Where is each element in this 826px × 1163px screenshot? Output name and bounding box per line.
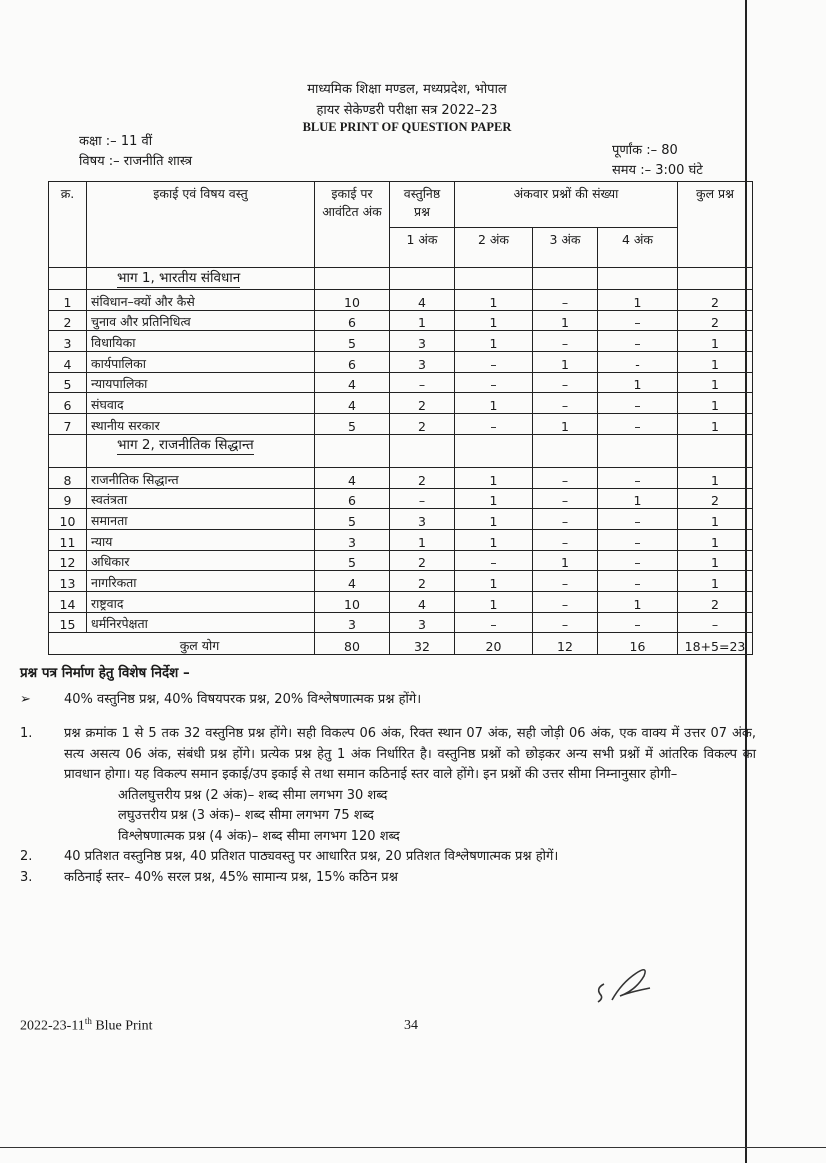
count-2-mark: 1 [455,529,533,550]
count-2-mark: 1 [455,591,533,612]
objective-1-mark: 3 [390,352,455,373]
count-2-mark: 1 [455,310,533,331]
count-3-mark: – [533,591,598,612]
total-questions: 18+5=23 [678,633,753,655]
header-alloc-marks: इकाई पर आवंटित अंक [315,182,390,268]
count-3-mark: – [533,612,598,633]
section-title: भाग 2, राजनीतिक सिद्धान्त [87,434,315,467]
unit-name: संघवाद [87,393,315,414]
count-4-mark: – [598,529,678,550]
header-markwise: अंकवार प्रश्नों की संख्या [455,182,678,228]
alloc-marks: 5 [315,550,390,571]
bullet-text: 40% वस्तुनिष्ठ प्रश्न, 40% विषयपरक प्रश्न, 20% विश्लेषणात्मक प्रश्न होंगे। [64,691,422,707]
objective-1-mark: – [390,372,455,393]
instruction-3 [20,868,756,889]
objective-1-mark: 3 [390,509,455,530]
section-empty-cell [678,268,753,290]
unit-no: 14 [49,591,87,612]
header-sno: क्र. [49,182,87,268]
class-label: कक्षा :– 11 वीं [79,134,153,149]
count-2-mark: – [455,550,533,571]
blueprint-table [48,181,753,655]
total-questions: – [678,612,753,633]
objective-1-mark: 2 [390,393,455,414]
section-empty-cell [49,434,87,467]
instruction-number: 3. [20,869,33,885]
count-3-mark: – [533,290,598,311]
exam-session: हायर सेकेण्डरी परीक्षा सत्र 2022–23 [316,103,498,118]
unit-no: 10 [49,509,87,530]
total-label: कुल योग [49,633,315,655]
unit-name: न्याय [87,529,315,550]
unit-name: अधिकार [87,550,315,571]
count-4-mark: – [598,393,678,414]
unit-name: धर्मनिरपेक्षता [87,612,315,633]
section-empty-cell [49,268,87,290]
table-row [49,290,753,311]
alloc-marks: 4 [315,467,390,488]
unit-name: न्यायपालिका [87,372,315,393]
unit-no: 9 [49,488,87,509]
table-row [49,467,753,488]
total-alloc-marks: 80 [315,633,390,655]
section-empty-cell [455,434,533,467]
count-3-mark: – [533,509,598,530]
table-row [49,550,753,571]
objective-1-mark: 1 [390,310,455,331]
signature [592,962,662,1012]
objective-1-mark: 1 [390,529,455,550]
count-3-mark: – [533,467,598,488]
total-questions: 2 [678,310,753,331]
total-questions: 1 [678,509,753,530]
count-3-mark: 1 [533,414,598,435]
table-row [49,414,753,435]
instruction-bullet [20,690,756,711]
count-2-mark: 1 [455,467,533,488]
unit-name: समानता [87,509,315,530]
unit-name: विधायिका [87,331,315,352]
max-marks-label: पूर्णांक :– 80 [612,143,678,158]
alloc-marks: 4 [315,393,390,414]
section-empty-cell [315,434,390,467]
total-4-mark: 16 [598,633,678,655]
count-2-mark: 1 [455,571,533,592]
bullet-arrow-icon: ➢ [20,691,31,707]
count-3-mark: 1 [533,550,598,571]
count-3-mark: – [533,331,598,352]
count-3-mark: – [533,488,598,509]
instruction-number: 1. [20,726,33,741]
count-2-mark: 1 [455,290,533,311]
objective-1-mark: 4 [390,290,455,311]
count-2-mark: – [455,414,533,435]
table-row [49,488,753,509]
total-questions: 1 [678,550,753,571]
section-empty-cell [533,434,598,467]
table-row [49,571,753,592]
header-2-mark: 2 अंक [455,228,533,268]
total-3-mark: 12 [533,633,598,655]
objective-1-mark: 2 [390,550,455,571]
word-limit-1: अतिलघुत्तरीय प्रश्न (2 अंक)– शब्द सीमा लगभग 30 शब्द [118,787,388,803]
unit-name: संविधान–क्यों और कैसे [87,290,315,311]
instructions-title: प्रश्न पत्र निर्माण हेतु विशेष निर्देश – [20,665,190,681]
unit-no: 6 [49,393,87,414]
alloc-marks: 6 [315,488,390,509]
table-row [49,591,753,612]
count-2-mark: – [455,352,533,373]
total-questions: 2 [678,488,753,509]
alloc-marks: 5 [315,331,390,352]
count-3-mark: 1 [533,352,598,373]
unit-no: 7 [49,414,87,435]
unit-name: चुनाव और प्रतिनिधित्व [87,310,315,331]
count-4-mark: – [598,467,678,488]
total-questions: 1 [678,467,753,488]
alloc-marks: 5 [315,509,390,530]
total-row [49,633,753,655]
instruction-number: 2. [20,849,33,864]
header-unit: इकाई एवं विषय वस्तु [87,182,315,268]
count-2-mark: 1 [455,331,533,352]
unit-no: 1 [49,290,87,311]
count-4-mark: - [598,352,678,373]
section-empty-cell [598,434,678,467]
unit-name: कार्यपालिका [87,352,315,373]
table-row [49,372,753,393]
objective-1-mark: – [390,488,455,509]
table-row [49,393,753,414]
count-4-mark: 1 [598,290,678,311]
count-3-mark: – [533,393,598,414]
unit-name: स्वतंत्रता [87,488,315,509]
count-3-mark: – [533,372,598,393]
section-empty-cell [390,434,455,467]
count-4-mark: – [598,310,678,331]
count-2-mark: 1 [455,393,533,414]
header-4-mark: 4 अंक [598,228,678,268]
total-2-mark: 20 [455,633,533,655]
alloc-marks: 4 [315,372,390,393]
unit-no: 4 [49,352,87,373]
section-row-part2 [49,434,753,467]
total-questions: 1 [678,331,753,352]
count-3-mark: – [533,571,598,592]
board-name: माध्यमिक शिक्षा मण्डल, मध्यप्रदेश, भोपाल [307,82,507,97]
total-questions: 1 [678,529,753,550]
unit-name: स्थानीय सरकार [87,414,315,435]
section-empty-cell [455,268,533,290]
alloc-marks: 6 [315,310,390,331]
table-row [49,529,753,550]
objective-1-mark: 4 [390,591,455,612]
count-3-mark: 1 [533,310,598,331]
special-instructions [20,663,756,888]
count-2-mark: – [455,372,533,393]
alloc-marks: 4 [315,571,390,592]
total-questions: 1 [678,372,753,393]
instruction-text: 40 प्रतिशत वस्तुनिष्ठ प्रश्न, 40 प्रतिशत पाठ्यवस्तु पर आधारित प्रश्न, 20 प्रतिशत विश्लेषणात्मक प्रश्न होगें। [64,849,559,864]
count-4-mark: 1 [598,372,678,393]
unit-no: 11 [49,529,87,550]
table-row [49,509,753,530]
page-bottom-line [0,1147,826,1148]
count-4-mark: 1 [598,591,678,612]
table-row [49,310,753,331]
alloc-marks: 5 [315,414,390,435]
document-title: BLUE PRINT OF QUESTION PAPER [302,120,512,134]
time-label: समय :– 3:00 घंटे [612,163,703,178]
count-4-mark: – [598,612,678,633]
unit-name: राष्ट्रवाद [87,591,315,612]
alloc-marks: 3 [315,529,390,550]
header-1-mark: 1 अंक [390,228,455,268]
section-title: भाग 1, भारतीय संविधान [87,268,315,290]
instruction-text: कठिनाई स्तर– 40% सरल प्रश्न, 45% सामान्य प्रश्न, 15% कठिन प्रश्न [64,869,398,885]
section-row-part1 [49,268,753,290]
instruction-2 [20,847,756,868]
section-empty-cell [533,268,598,290]
unit-name: राजनीतिक सिद्धान्त [87,467,315,488]
count-4-mark: – [598,331,678,352]
objective-1-mark: 2 [390,571,455,592]
footer-doc-id: 2022-23-11th Blue Print [20,1016,153,1034]
count-4-mark: – [598,571,678,592]
table-row [49,331,753,352]
page-number: 34 [404,1018,418,1033]
unit-name: नागरिकता [87,571,315,592]
instruction-text: प्रश्न क्रमांक 1 से 5 तक 32 वस्तुनिष्ठ प्रश्न होंगे। सही विकल्प 06 अंक, रिक्त स्थान 07 अंक, सही जोड़ी 06 अंक, एक वाक्य में उत्तर 07 अंक, सत्य असत्य 06 अंक, संबंधी प्रश्न होंगे। प्रत्येक प्रश्न हेतु 1 अंक निर्धारित है। वस्तुनिष्ठ प्रश्नों को छोड़कर अन्य सभी प्रश्नों में आंतरिक विकल्प का प्रावधान होगा। यह विकल्प समान इकाई/उप इकाई से तथा समान कठिनाई स्तर वाले होंगे। इन प्रश्नों की उत्तर सीमा निम्नानुसार होगी– [64,726,756,782]
total-questions: 1 [678,393,753,414]
alloc-marks: 10 [315,290,390,311]
count-4-mark: – [598,550,678,571]
count-4-mark: 1 [598,488,678,509]
header-total-questions: कुल प्रश्न [678,182,753,268]
unit-no: 12 [49,550,87,571]
total-questions: 1 [678,352,753,373]
count-4-mark: – [598,509,678,530]
total-objective: 32 [390,633,455,655]
count-2-mark: 1 [455,509,533,530]
objective-1-mark: 3 [390,612,455,633]
unit-no: 5 [49,372,87,393]
total-questions: 2 [678,591,753,612]
alloc-marks: 6 [315,352,390,373]
table-row [49,612,753,633]
unit-no: 2 [49,310,87,331]
total-questions: 1 [678,571,753,592]
word-limit-3: विश्लेषणात्मक प्रश्न (4 अंक)– शब्द सीमा लगभग 120 शब्द [118,828,400,844]
count-3-mark: – [533,529,598,550]
instruction-1 [20,724,756,786]
section-empty-cell [315,268,390,290]
word-limit-2: लघुउत्तरीय प्रश्न (3 अंक)– शब्द सीमा लगभग 75 शब्द [118,808,374,823]
header-objective: वस्तुनिष्ठ प्रश्न [390,182,455,228]
objective-1-mark: 2 [390,467,455,488]
unit-no: 15 [49,612,87,633]
total-questions: 2 [678,290,753,311]
alloc-marks: 3 [315,612,390,633]
alloc-marks: 10 [315,591,390,612]
count-4-mark: – [598,414,678,435]
subject-label: विषय :– राजनीति शास्त्र [79,154,193,169]
unit-no: 8 [49,467,87,488]
total-questions: 1 [678,414,753,435]
section-empty-cell [390,268,455,290]
unit-no: 3 [49,331,87,352]
section-empty-cell [598,268,678,290]
objective-1-mark: 2 [390,414,455,435]
unit-no: 13 [49,571,87,592]
objective-1-mark: 3 [390,331,455,352]
count-2-mark: – [455,612,533,633]
header-3-mark: 3 अंक [533,228,598,268]
count-2-mark: 1 [455,488,533,509]
table-row [49,352,753,373]
section-empty-cell [678,434,753,467]
